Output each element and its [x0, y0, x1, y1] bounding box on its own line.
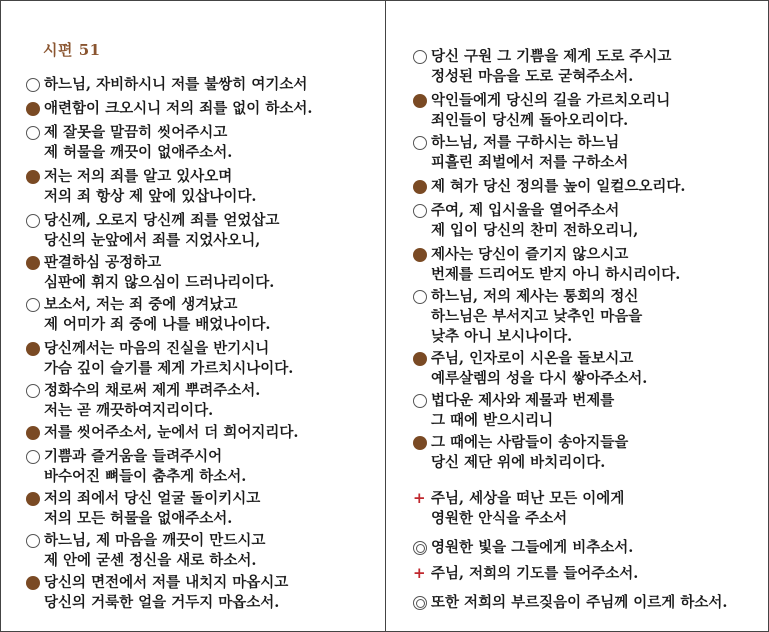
verse-line: 하느님, 저의 제사는 통회의 정신	[431, 288, 639, 305]
verse-line: 기쁨과 즐거움을 들려주시어	[44, 448, 223, 465]
verse-text	[44, 167, 256, 207]
verse-line: 당신께서는 마음의 진실을 반기시니	[44, 340, 270, 357]
verse-text	[44, 531, 265, 571]
verse-line: 심판에 휘지 않으심이 드러나리이다.	[44, 274, 275, 291]
verse-line: 보소서, 저는 죄 중에 생겨났고	[44, 296, 238, 313]
verse-line: 판결하심 공정하고	[44, 254, 162, 271]
open-circle-icon	[26, 450, 40, 464]
verse-line: 영원한 안식을 주소서	[431, 510, 568, 527]
verse-text	[431, 201, 638, 241]
verse-line: 제 어미가 죄 중에 나를 배었나이다.	[44, 316, 271, 333]
verse-text	[44, 573, 288, 613]
page-title: 시편 51	[43, 41, 101, 59]
verse-line: 하느님은 부서지고 낮추인 마음을	[431, 308, 643, 325]
verse-text	[431, 593, 727, 613]
verse-line: 당신 제단 위에 바치리이다.	[431, 454, 606, 471]
verse-line: 저의 죄에서 당신 얼굴 돌이키시고	[44, 490, 261, 507]
verse-line: 제 안에 굳센 정신을 새로 하소서.	[44, 552, 257, 569]
open-circle-icon	[413, 136, 427, 150]
open-circle-icon	[26, 534, 40, 548]
verse-line: 하느님, 자비하시니 저를 불쌍히 여기소서	[44, 76, 308, 93]
verse-line: 하느님, 제 마음을 깨끗이 만드시고	[44, 532, 266, 549]
verse-line: 주여, 제 입시울을 열어주소서	[431, 202, 620, 219]
verse-line: 번제를 드리어도 받지 아니 하시리이다.	[431, 266, 681, 283]
verse-text	[431, 538, 633, 558]
verse-line: 정성된 마음을 도로 굳혀주소서.	[431, 68, 634, 85]
verse-line: 주님, 세상을 떠난 모든 이에게	[431, 490, 625, 507]
verse-text	[431, 489, 624, 529]
double-circle-icon	[413, 541, 427, 555]
verse-text	[44, 295, 270, 335]
verse-line: 저의 모든 허물을 없애주소서.	[44, 510, 233, 527]
filled-circle-icon	[26, 256, 40, 270]
verse-text	[44, 381, 260, 421]
verse-text	[431, 564, 638, 584]
verse-line: 저는 곧 깨끗하여지리이다.	[44, 402, 214, 419]
filled-circle-icon	[413, 180, 427, 194]
verse-text	[431, 47, 671, 87]
open-circle-icon	[413, 50, 427, 64]
filled-circle-icon	[413, 352, 427, 366]
open-circle-icon	[413, 394, 427, 408]
open-circle-icon	[26, 298, 40, 312]
column-divider	[385, 1, 386, 631]
verse-text	[44, 339, 293, 379]
filled-circle-icon	[26, 102, 40, 116]
verse-text	[431, 177, 685, 197]
verse-text	[44, 75, 307, 95]
plus-icon: +	[413, 564, 426, 582]
verse-line: 당신의 면전에서 저를 내치지 마옵시고	[44, 574, 289, 591]
open-circle-icon	[26, 214, 40, 228]
verse-line: 당신의 눈앞에서 죄를 지었사오니,	[44, 232, 261, 249]
verse-text	[44, 423, 298, 443]
verse-line: 제 허물을 깨끗이 없애주소서.	[44, 144, 233, 161]
filled-circle-icon	[26, 426, 40, 440]
verse-line: 바수어진 뼈들이 춤추게 하소서.	[44, 468, 247, 485]
verse-text	[431, 391, 614, 431]
verse-line: 영원한 빛을 그들에게 비추소서.	[431, 539, 634, 556]
verse-line: 제 잘못을 말끔히 씻어주시고	[44, 124, 228, 141]
verse-line: 죄인들이 당신께 돌아오리이다.	[431, 112, 629, 129]
verse-text	[431, 433, 628, 473]
verse-line: 피흘린 죄벌에서 저를 구하소서	[431, 154, 629, 171]
verse-text	[431, 91, 670, 131]
verse-line: 그 때에 받으시리니	[431, 412, 554, 429]
verse-text	[431, 287, 642, 347]
verse-line: 제 입이 당신의 찬미 전하오리니,	[431, 222, 639, 239]
verse-line: 정화수의 채로써 제게 뿌려주소서.	[44, 382, 261, 399]
open-circle-icon	[26, 384, 40, 398]
filled-circle-icon	[413, 248, 427, 262]
verse-line: 당신의 거룩한 얼을 거두지 마옵소서.	[44, 594, 280, 611]
verse-line: 악인들에게 당신의 길을 가르치오리니	[431, 92, 671, 109]
verse-line: 하느님, 저를 구하시는 하느님	[431, 134, 620, 151]
verse-line: 낮추 아니 보시나이다.	[431, 328, 573, 345]
filled-circle-icon	[26, 576, 40, 590]
open-circle-icon	[26, 78, 40, 92]
verse-line: 애련함이 크오시니 저의 죄를 없이 하소서.	[44, 100, 313, 117]
verse-text	[431, 245, 680, 285]
verse-line: 제사는 당신이 즐기지 않으시고	[431, 246, 629, 263]
open-circle-icon	[26, 126, 40, 140]
verse-line: 또한 저희의 부르짖음이 주님께 이르게 하소서.	[431, 594, 728, 611]
open-circle-icon	[413, 290, 427, 304]
verse-line: 그 때에는 사람들이 송아지들을	[431, 434, 629, 451]
verse-line: 저는 저의 죄를 알고 있사오며	[44, 168, 233, 185]
verse-line: 제 혀가 당신 정의를 높이 일컬으오리다.	[431, 178, 686, 195]
verse-text	[44, 253, 274, 293]
verse-line: 주님, 저희의 기도를 들어주소서.	[431, 565, 639, 582]
verse-text	[44, 211, 279, 251]
verse-text	[44, 447, 246, 487]
verse-line: 당신께, 오로지 당신께 죄를 얻었삽고	[44, 212, 280, 229]
verse-text	[431, 349, 647, 389]
filled-circle-icon	[26, 492, 40, 506]
filled-circle-icon	[413, 436, 427, 450]
plus-icon: +	[413, 489, 426, 507]
verse-text	[431, 133, 628, 173]
double-circle-icon	[413, 596, 427, 610]
verse-line: 예루살렘의 성을 다시 쌓아주소서.	[431, 370, 648, 387]
verse-text	[44, 489, 260, 529]
verse-line: 당신 구원 그 기쁨을 제게 도로 주시고	[431, 48, 672, 65]
verse-line: 주님, 인자로이 시온을 돌보시고	[431, 350, 634, 367]
verse-line: 저의 죄 항상 제 앞에 있삽나이다.	[44, 188, 257, 205]
verse-text	[44, 99, 312, 119]
verse-line: 가슴 깊이 슬기를 제게 가르치시나이다.	[44, 360, 294, 377]
verse-text	[44, 123, 232, 163]
filled-circle-icon	[26, 170, 40, 184]
verse-line: 법다운 제사와 제물과 번제를	[431, 392, 615, 409]
filled-circle-icon	[26, 342, 40, 356]
verse-line: 저를 씻어주소서, 눈에서 더 희어지리다.	[44, 424, 299, 441]
filled-circle-icon	[413, 94, 427, 108]
open-circle-icon	[413, 204, 427, 218]
